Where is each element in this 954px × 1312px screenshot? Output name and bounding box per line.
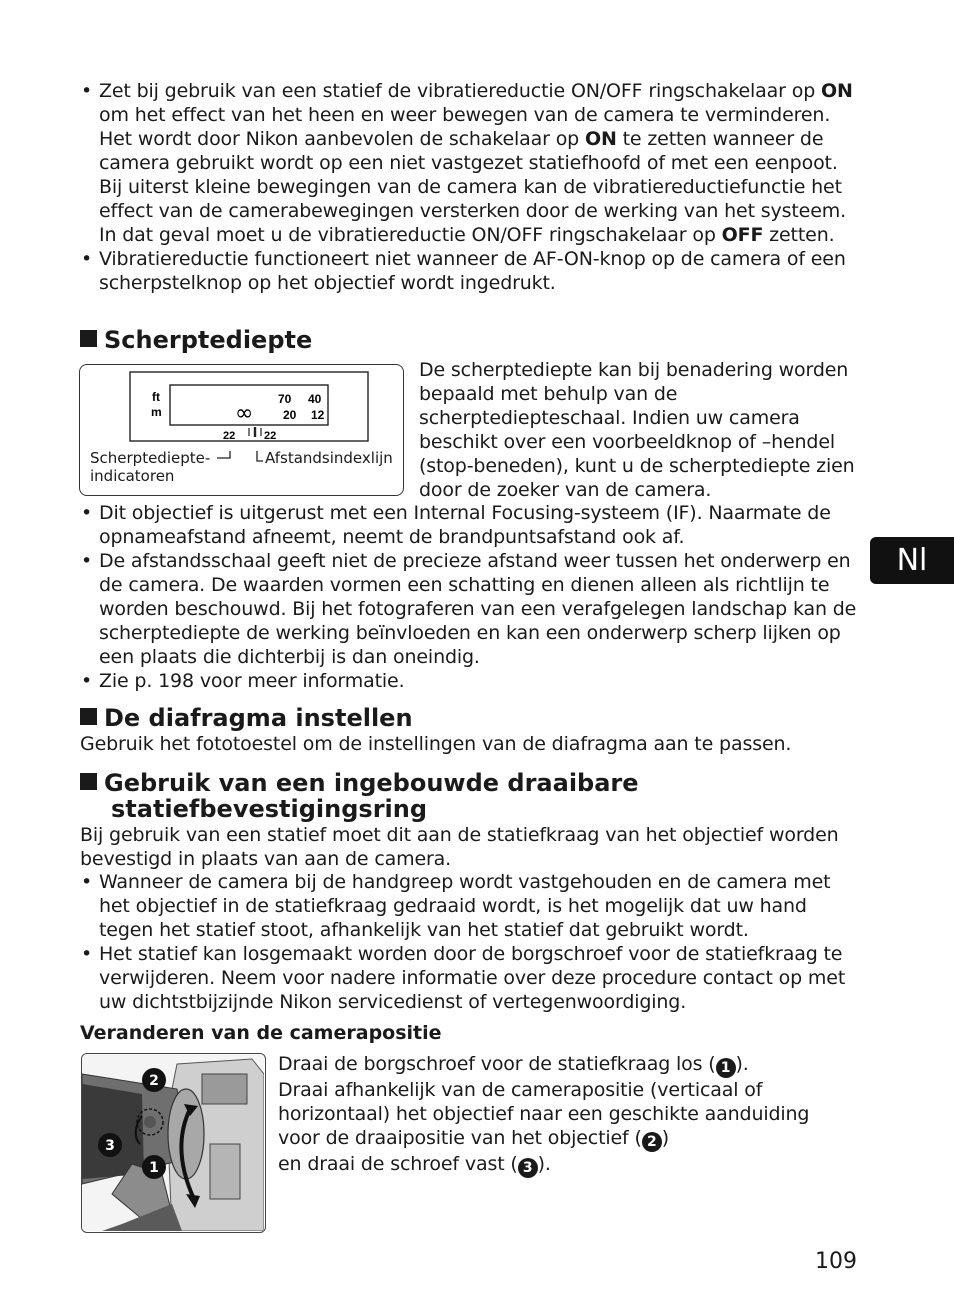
statief-bullet-item: • Het statief kan losgemaakt worden door de borgschroef voor de statiefkraag te verwijderen. Neem voor nadere informatie over deze procedure contact op met uw dichtstbijzijnde Nikon servicedienst of vertegenwoordiging. xyxy=(80,942,860,1014)
square-bullet-icon xyxy=(80,330,97,347)
distance-index-label: Afstandsindexlijn xyxy=(265,449,393,467)
step-number-2-icon: 2 xyxy=(642,1132,662,1152)
aperture-left-22: 22 xyxy=(223,430,236,442)
section-title-scherptediepte xyxy=(80,327,312,353)
step3-text: en draai de schroef vast ( xyxy=(278,1153,518,1175)
dof-bullet-item: • De afstandsschaal geeft niet de precieze afstand weer tussen het onderwerp en de camera. De waarden vormen een schatting en dienen alleen als richtlijn te worden beschouwd. Bij het fotograferen van een verafgelegen landschap kan de scherptediepte de werking beïnvloeden en kan een onderwerp scherp lijken op een plaats die dichterbij is dan oneindig. xyxy=(80,549,860,669)
dof-bullet-item: • Dit objectief is uitgerust met een Internal Focusing-systeem (IF). Naarmate de opnameafstand afneemt, neemt de brandpuntsafstand ook af. xyxy=(80,501,860,549)
callout-2: 2 xyxy=(149,1073,159,1089)
bold-term: ON xyxy=(821,80,853,102)
diafragma-text: Gebruik het fototoestel om de instellingen van de diafragma aan te passen. xyxy=(80,733,792,755)
camera-position-text xyxy=(278,1052,838,1178)
intro-bullet-item xyxy=(80,79,860,247)
statief-title-line2: statiefbevestigingsring xyxy=(111,795,428,823)
section-title-diafragma xyxy=(80,705,413,731)
infinity-symbol: ∞ xyxy=(235,401,254,426)
tripod-collar-illustration xyxy=(82,1054,264,1231)
section-title-statief xyxy=(80,770,639,822)
square-bullet-icon xyxy=(80,708,97,725)
text-run: om het effect van het heen en weer bewegen van de camera te verminderen. Het wordt door Nikon aanbevolen de schakelaar op xyxy=(99,104,831,150)
statief-bullet-item: • Wanneer de camera bij de handgreep wordt vastgehouden en de camera met het objectief in de statiefkraag gedraaid wordt, is het mogelijk dat uw hand tegen het statief stoot, afhankelijk van het statief dat gebruikt wordt. xyxy=(80,870,860,942)
scherptediepte-title-text: Scherptediepte xyxy=(104,326,313,354)
dof-bullet-list xyxy=(80,501,860,693)
dof-description: De scherptediepte kan bij benadering worden bepaald met behulp van de scherptediepteschaal. Indien uw camera beschikt over een voorbeeldknop of –hendel (stop-beneden), kunt u de scherptediepte zien door de zoeker van de camera. xyxy=(419,359,855,501)
step-number-1-icon: 1 xyxy=(716,1058,736,1078)
language-tab: Nl xyxy=(870,537,954,584)
camera-position-subtitle: Veranderen van de camerapositie xyxy=(80,1022,442,1044)
step3-end: ). xyxy=(537,1153,551,1175)
square-bullet-icon xyxy=(80,773,97,790)
text-run: te zetten wanneer de camera gebruikt wordt op een niet vastgezet statiefhoofd of met een eenpoot. Bij uiterst kleine bewegingen van de camera kan de vibratiereductiefunctie het effect van de camerabewegingen versterken door de werking van het systeem. In dat geval moet u de vibratiereductie ON/OFF ringschakelaar op xyxy=(99,128,846,246)
diafragma-title-text: De diafragma instellen xyxy=(104,704,413,732)
intro-bullet-list xyxy=(80,79,860,295)
statief-intro: Bij gebruik van een statief moet dit aan de statiefkraag van het objectief worden bevestigd in plaats van aan de camera. xyxy=(80,824,839,870)
callout-3: 3 xyxy=(105,1138,115,1154)
unit-m-label: m xyxy=(151,405,162,419)
step-number-3-icon: 3 xyxy=(518,1158,538,1178)
ft-value-70: 70 xyxy=(278,392,292,406)
unit-ft-label: ft xyxy=(152,390,160,404)
depth-of-field-diagram xyxy=(79,364,404,496)
dof-bullet-item: • Zie p. 198 voor meer informatie. xyxy=(80,669,860,693)
text-run: Vibratiereductie functioneert niet wanneer de AF-ON-knop op de camera of een scherpstelknop op het objectief wordt ingedrukt. xyxy=(99,248,846,294)
aperture-right-22: 22 xyxy=(264,430,277,442)
step1-text: Draai de borgschroef voor de statiefkraag los ( xyxy=(278,1053,716,1075)
statief-title-line1: Gebruik van een ingebouwde draaibare xyxy=(104,769,639,797)
text-run: Zet bij gebruik van een statief de vibratiereductie ON/OFF ringschakelaar op xyxy=(99,80,821,102)
statief-bullet-list xyxy=(80,870,860,1014)
callout-1: 1 xyxy=(149,1160,159,1176)
intro-bullet-item xyxy=(80,247,860,295)
step1-end: ). xyxy=(735,1053,749,1075)
bold-term: OFF xyxy=(721,224,764,246)
step2-text: Draai afhankelijk van de camerapositie (verticaal of horizontaal) het objectief naar een geschikte aanduiding voor de draaipositie van het objectief ( xyxy=(278,1079,810,1149)
bold-term: ON xyxy=(584,128,617,150)
tripod-collar-photo xyxy=(81,1053,266,1233)
page-number: 109 xyxy=(815,1249,857,1274)
m-value-20: 20 xyxy=(283,408,297,422)
ft-value-40: 40 xyxy=(308,392,322,406)
text-run: zetten. xyxy=(763,224,835,246)
dof-indicators-label: Scherptediepte- indicatoren xyxy=(90,449,211,485)
m-value-12: 12 xyxy=(311,408,325,422)
step2-end: ) xyxy=(661,1127,670,1149)
